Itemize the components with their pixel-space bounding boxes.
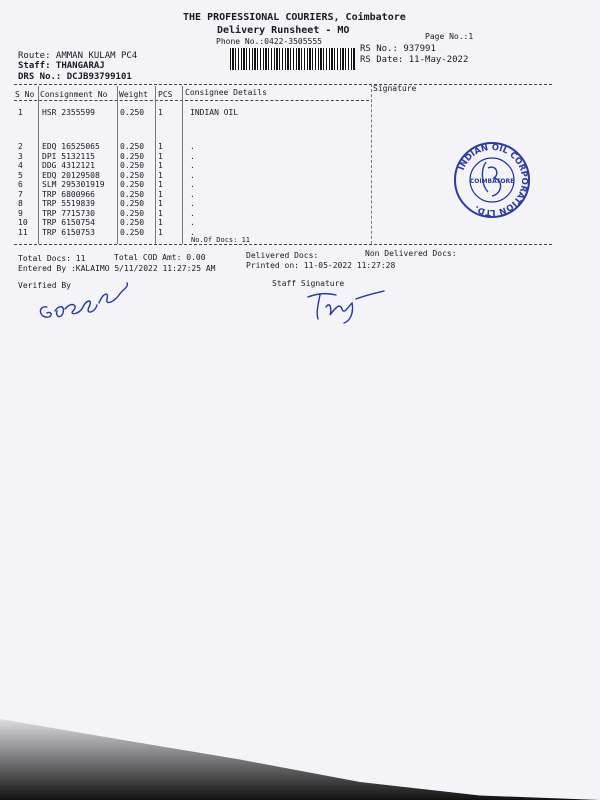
drs-number: DRS No.: DCJB93799101 bbox=[18, 72, 132, 82]
row-pcs: 1 bbox=[158, 142, 163, 151]
entered-by: Entered By :KALAIMO 5/11/2022 11:27:25 AM bbox=[18, 264, 216, 273]
delivered-docs: Delivered Docs: bbox=[246, 251, 319, 260]
header-rule-bottom bbox=[14, 100, 369, 101]
row-weight: 0.250 bbox=[120, 199, 145, 208]
row-weight: 0.250 bbox=[120, 180, 145, 189]
row-consignment: EDQ 20129508 bbox=[42, 170, 100, 180]
row-details: . bbox=[190, 208, 195, 218]
col-consignee-details: Consignee Details bbox=[185, 88, 267, 97]
col-sno: S No bbox=[15, 90, 35, 99]
row-details: . bbox=[190, 218, 195, 227]
staff-name: Staff: THANGARAJ bbox=[18, 61, 105, 71]
row-pcs: 1 bbox=[158, 227, 163, 237]
row-sno: 7 bbox=[18, 189, 23, 199]
row-details: . bbox=[190, 189, 195, 199]
row-weight: 0.250 bbox=[120, 170, 145, 180]
col-divider bbox=[182, 86, 183, 244]
row-weight: 0.250 bbox=[120, 108, 145, 117]
row-details: INDIAN OIL bbox=[190, 108, 239, 117]
printed-on: Printed on: 11-05-2022 11:27:28 bbox=[246, 261, 396, 270]
row-consignment: DDG 4312121 bbox=[42, 161, 95, 170]
row-pcs: 1 bbox=[158, 208, 163, 218]
page-number: Page No.:1 bbox=[425, 32, 474, 41]
col-divider bbox=[38, 86, 39, 244]
row-consignment: TRP 6150754 bbox=[42, 218, 95, 227]
rs-date: RS Date: 11-May-2022 bbox=[360, 55, 469, 65]
row-details: . bbox=[190, 180, 195, 189]
row-sno: 11 bbox=[18, 227, 28, 237]
row-sno: 4 bbox=[18, 161, 23, 170]
row-details: . bbox=[190, 199, 195, 208]
company-stamp bbox=[452, 140, 532, 220]
row-details: . bbox=[190, 151, 195, 161]
route: Route: AMMAN KULAM PC4 bbox=[18, 51, 138, 61]
row-sno: 2 bbox=[18, 142, 23, 151]
row-consignment: TRP 7715730 bbox=[42, 208, 95, 218]
row-pcs: 1 bbox=[158, 161, 163, 170]
col-signature: Signature bbox=[373, 84, 417, 93]
phone-number: Phone No.:0422-3505555 bbox=[216, 37, 322, 46]
row-consignment: TRP 5519839 bbox=[42, 199, 95, 208]
row-weight: 0.250 bbox=[120, 151, 145, 161]
row-consignment: TRP 6150753 bbox=[42, 227, 95, 237]
row-sno: 8 bbox=[18, 199, 23, 208]
row-details: . bbox=[190, 142, 195, 151]
stamp-city: COIMBATORE bbox=[469, 178, 515, 185]
row-consignment: SLM 295301919 bbox=[42, 180, 105, 189]
total-cod: Total COD Amt: 0.00 bbox=[114, 253, 206, 262]
row-sno: 9 bbox=[18, 208, 23, 218]
row-pcs: 1 bbox=[158, 151, 163, 161]
row-weight: 0.250 bbox=[120, 208, 145, 218]
rs-number: RS No.: 937991 bbox=[360, 44, 436, 54]
non-delivered-docs: Non Delivered Docs: bbox=[365, 249, 457, 258]
row-sno: 1 bbox=[18, 108, 23, 117]
row-consignment: EDQ 16525065 bbox=[42, 142, 100, 151]
col-consignment: Consignment No bbox=[40, 90, 108, 99]
row-sno: 3 bbox=[18, 151, 23, 161]
verifier-signature bbox=[35, 275, 135, 325]
col-divider bbox=[117, 86, 118, 244]
scan-shadow bbox=[0, 710, 600, 800]
col-divider bbox=[371, 84, 372, 244]
row-weight: 0.250 bbox=[120, 189, 145, 199]
table-rule-bottom bbox=[14, 244, 552, 245]
verified-by-label: Verified By bbox=[18, 281, 71, 290]
row-sno: 5 bbox=[18, 170, 23, 180]
staff-signature bbox=[300, 285, 390, 325]
row-pcs: 1 bbox=[158, 218, 163, 227]
row-details: . bbox=[190, 170, 195, 180]
row-sno: 10 bbox=[18, 218, 28, 227]
col-divider bbox=[155, 86, 156, 244]
total-docs: Total Docs: 11 bbox=[18, 254, 86, 263]
row-details: . bbox=[190, 161, 195, 170]
row-pcs: 1 bbox=[158, 199, 163, 208]
row-pcs: 1 bbox=[158, 180, 163, 189]
col-weight: Weight bbox=[119, 90, 148, 99]
header-rule-top bbox=[14, 84, 552, 85]
row-pcs: 1 bbox=[158, 170, 163, 180]
row-pcs: 1 bbox=[158, 189, 163, 199]
row-weight: 0.250 bbox=[120, 227, 145, 237]
barcode-image bbox=[230, 48, 355, 70]
row-weight: 0.250 bbox=[120, 142, 145, 151]
staff-signature-label: Staff Signature bbox=[272, 279, 345, 288]
row-consignment: TRP 6800966 bbox=[42, 189, 95, 199]
row-weight: 0.250 bbox=[120, 161, 145, 170]
stamp-ring-text: INDIAN OIL CORPORATION LTD. bbox=[456, 142, 530, 218]
row-sno: 6 bbox=[18, 180, 23, 189]
row-consignment: DPI 5132115 bbox=[42, 151, 95, 161]
row-consignment: HSR 2355599 bbox=[42, 108, 95, 117]
company-name: THE PROFESSIONAL COURIERS, Coimbatore bbox=[183, 12, 406, 23]
row-details: . bbox=[190, 227, 195, 237]
document-title: Delivery Runsheet - MO bbox=[217, 25, 350, 36]
row-pcs: 1 bbox=[158, 108, 163, 117]
col-pcs: PCS bbox=[158, 90, 173, 99]
no-of-docs: No.Of Docs: 11 bbox=[191, 236, 251, 244]
row-weight: 0.250 bbox=[120, 218, 145, 227]
